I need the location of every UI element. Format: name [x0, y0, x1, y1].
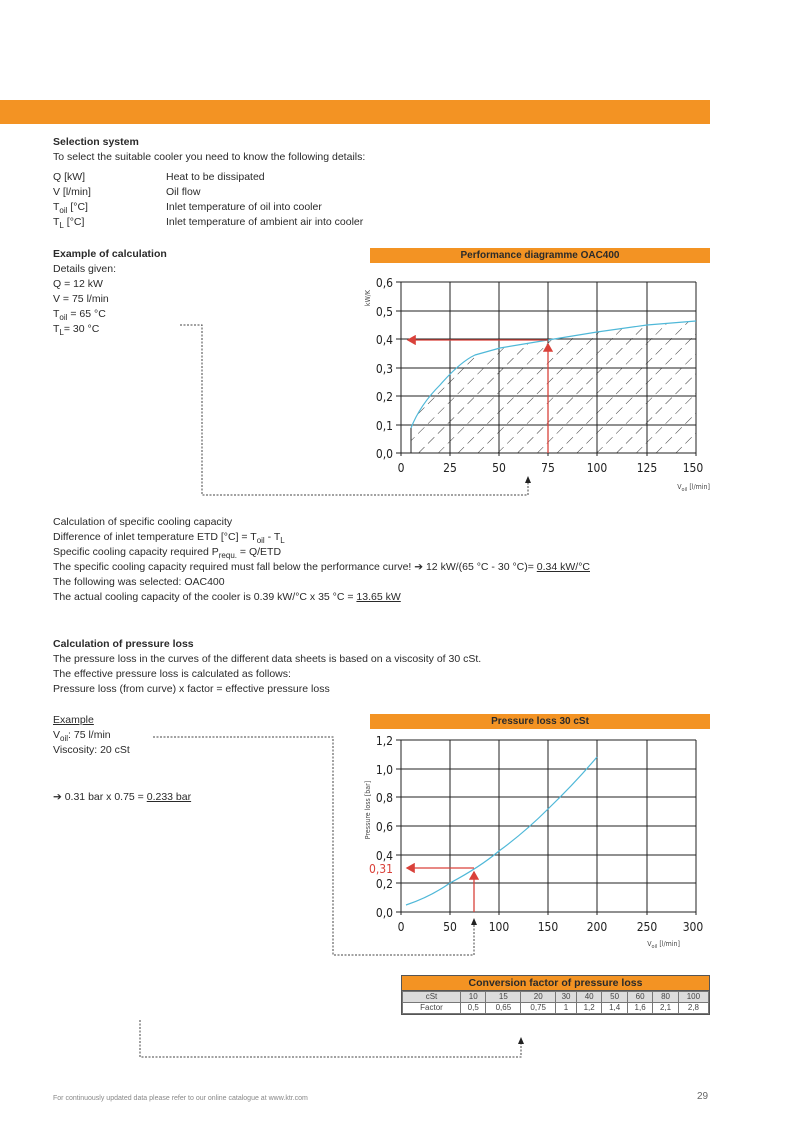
svg-text:125: 125 — [636, 461, 658, 475]
example-toil: $T_{oil} = 65$ °C — [53, 308, 106, 322]
svg-text:50: 50 — [443, 920, 457, 934]
svg-text:1,2: 1,2 — [375, 734, 393, 748]
conversion-table-title: Conversion factor of pressure loss — [402, 976, 709, 991]
svg-text:0: 0 — [397, 461, 405, 475]
pressure-example-viscosity: Viscosity: 20 cSt — [53, 744, 130, 756]
pressure-line-2: The effective pressure loss is calculated as follows: — [53, 668, 291, 680]
calc-line-2: Difference of inlet temperature ETD $[^\circ C] = T_{oil} - T_L$ — [53, 531, 285, 545]
svg-text:0,5: 0,5 — [375, 305, 393, 319]
calc-line-3: Specific cooling capacity required $P_{requ.} = Q/ETD$ — [53, 546, 282, 560]
calc-line-6: The actual cooling capacity of the cooler is 0.39 kW/°C x 35 °C = 13.65 kW — [53, 591, 401, 603]
selection-symbol-q: Q [kW] — [53, 171, 86, 183]
svg-text:0,6: 0,6 — [375, 820, 393, 834]
svg-text:0,8: 0,8 — [375, 791, 393, 805]
table-row-factor: Factor 0,5 0,65 0,75 1 1,2 1,4 1,6 2,1 2,8 — [403, 1003, 709, 1014]
example-tl: $T_L= 30$ °C — [53, 323, 100, 337]
conversion-factor-table — [401, 975, 710, 1015]
pressure-line-3: Pressure loss (from curve) x factor = effective pressure loss — [53, 683, 330, 695]
table-row-cst: cSt 10 15 20 30 40 50 60 80 100 — [403, 992, 709, 1003]
selection-symbol-v: V [l/min] — [53, 186, 91, 198]
performance-chart — [364, 276, 710, 493]
page-number: 29 — [697, 1091, 709, 1102]
footer-text: For continuously updated data please refer to our online catalogue at www.ktr.com — [53, 1095, 308, 1102]
pressure-chart — [364, 734, 703, 950]
selection-symbol-tl: $T_L$ [°C] — [53, 216, 85, 230]
calc-line-4: The specific cooling capacity required must fall below the performance curve! ➔ 12 kW/(65 °C - 30 °C)= 0.34 kW/°C — [53, 561, 590, 573]
svg-text:50: 50 — [492, 461, 506, 475]
calc-line-5: The following was selected: OAC400 — [53, 576, 225, 588]
svg-text:150: 150 — [537, 920, 559, 934]
example-v: V = 75 l/min — [53, 293, 109, 305]
svg-text:150: 150 — [682, 461, 704, 475]
svg-text:0,3: 0,3 — [375, 362, 393, 376]
svg-text:Pressure loss [bar]: Pressure loss [bar] — [364, 780, 372, 840]
pressure-chart-title: Pressure loss 30 cSt — [370, 714, 710, 729]
svg-text:25: 25 — [443, 461, 457, 475]
svg-text:kW/K: kW/K — [364, 289, 372, 307]
svg-text:Voil [l/min]: $V_{oil}$ [l/min] — [647, 940, 680, 950]
connector-viscosity-to-table — [140, 1020, 521, 1057]
example-given: Details given: — [53, 263, 117, 275]
selection-desc-toil: Inlet temperature of oil into cooler — [166, 201, 322, 213]
svg-text:100: 100 — [488, 920, 510, 934]
svg-text:0,0: 0,0 — [375, 447, 393, 461]
svg-text:0,4: 0,4 — [375, 333, 393, 347]
example-title: Example of calculation — [53, 248, 167, 260]
selection-desc-q: Heat to be dissipated — [166, 171, 265, 183]
svg-text:0,0: 0,0 — [375, 906, 393, 920]
example-q: Q = 12 kW — [53, 278, 103, 290]
selection-desc-tl: Inlet temperature of ambient air into cooler — [166, 216, 364, 228]
svg-text:0,4: 0,4 — [375, 849, 393, 863]
pressure-title: Calculation of pressure loss — [53, 638, 194, 650]
svg-text:200: 200 — [586, 920, 608, 934]
svg-text:1,0: 1,0 — [375, 763, 393, 777]
calc-line-1: Calculation of specific cooling capacity — [53, 516, 233, 528]
svg-text:Voil [l/min]: $V_{oil}$ [l/min] — [677, 483, 710, 493]
svg-text:100: 100 — [586, 461, 608, 475]
svg-text:0,1: 0,1 — [375, 419, 393, 433]
svg-text:0,6: 0,6 — [375, 276, 393, 290]
selection-intro: To select the suitable cooler you need to know the following details: — [53, 151, 366, 163]
pressure-example-voil: $V_{oil}$: 75 l/min — [53, 729, 111, 743]
pressure-example-result: ➔ 0.31 bar x 0.75 = 0.233 bar — [53, 791, 192, 803]
connector-voil-to-pressure-chart — [153, 737, 474, 955]
performance-chart-title: Performance diagramme OAC400 — [370, 248, 710, 263]
pressure-example-title: Example — [53, 714, 94, 726]
svg-text:0: 0 — [397, 920, 405, 934]
pressure-line-1: The pressure loss in the curves of the different data sheets is based on a viscosity of 30 cSt. — [53, 653, 482, 665]
selection-desc-v: Oil flow — [166, 186, 201, 198]
svg-text:0,2: 0,2 — [375, 390, 393, 404]
svg-text:75: 75 — [541, 461, 555, 475]
selection-title: Selection system — [53, 136, 139, 148]
svg-text:250: 250 — [636, 920, 658, 934]
svg-text:0,31: 0,31 — [368, 862, 393, 876]
svg-text:0,2: 0,2 — [375, 877, 393, 891]
selection-symbol-toil: $T_{oil}$ [°C] — [53, 201, 88, 215]
svg-text:300: 300 — [682, 920, 704, 934]
